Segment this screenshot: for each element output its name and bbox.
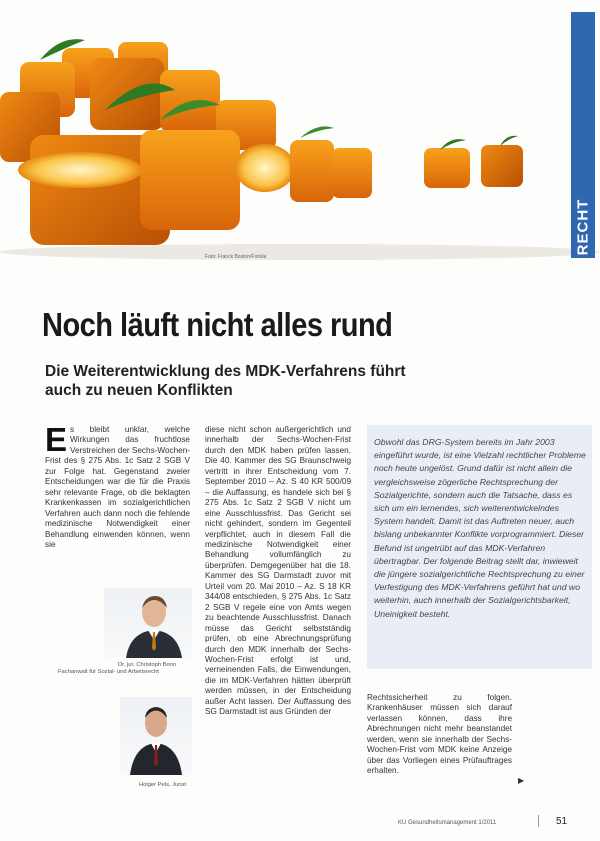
author-portrait-1 — [104, 588, 192, 658]
author-portrait-2 — [120, 697, 192, 775]
body-column-1 — [45, 421, 191, 550]
author-role-1: Fachanwalt für Sozial- und Arbeitsrecht — [58, 669, 159, 675]
page-number: 51 — [556, 816, 568, 827]
continue-arrow-icon: ▶ — [518, 776, 525, 785]
body-text-2: diese nicht schon außergerichtlich und innerhalb der Sechs-Wochen-Frist durch den MDK haben prüfen lassen. Die 40. Kammer des SG Braunschweig vertritt in ihrer Entscheidung vom 7. September 2010 – Az. S 40 KR 500/09 – die Auffassung, es handele sich bei § 275 Abs. 1c Satz 2 SGB V nicht um eine Ausschlussfrist. Das Gericht sei nicht gehindert, sondern im Gegenteil verpflichtet, auch in diesem Fall die medizinische Notwendigkeit einer Behandlung vollumfänglich zu überprüfen. Demgegenüber hat die 18. Kammer des SG Darmstadt zuvor mit Urteil vom 20. Mai 2010 – Az. S 18 KR 344/08 entschieden, § 275 Abs. 1c Satz 2 SGB V regele eine von Amts wegen zu beachtende Ausschlussfrist. Danach müsse das Gericht selbstständig prüfen, ob eine Abrechnungsprüfung durch den MDK innerhalb der Sechs-Wochen-Frist erfolgt ist und, verneinenden Falls, die Einwendungen, die im MDK-Verfahren hätten überprüft werden müssen, in der Entscheidung außer Acht lassen. Der Auffassung des SG Darmstadt ist aus Gründen der — [205, 425, 351, 717]
section-tab — [571, 12, 595, 258]
author-name-1: Dr. jur. Christoph Bonn — [118, 662, 177, 668]
footer-divider — [538, 815, 539, 827]
hero-photo — [0, 0, 600, 268]
footer-source: KU Gesundheitsmanagement 1/2011 — [398, 820, 497, 826]
author-name-2: Holger Pels, Jurist — [139, 782, 187, 788]
subheadline: Die Weiterentwicklung des MDK-Verfahrens führt auch zu neuen Konflikten — [45, 363, 406, 399]
body-text-1: s bleibt unklar, welche Wirkungen das fruchtlose Verstreichen der Sechs-Wochen-Frist des § 275 Abs. 1c Satz 2 SGB V zur Folge hat. Gegenstand zweier Entscheidungen war die für die Praxis sehr relevante Frage, ob die beklagten Krankenkassen im sozialgerichtlichen Verfahren auch dann noch die fehlende medizinische Notwendigkeit einer Behandlung einwenden können, wenn sie — [45, 425, 191, 549]
body-text-3: Rechtssicherheit zu folgen. Krankenhäuser müssen sich darauf verlassen können, dass ihre Abrechnungen nicht mehr beanstandet werden, wenn sie innerhalb der Sechs-Wochen-Frist vom MDK keine Anzeige über das Vorliegen eines Prüfauftrages erhalten. — [367, 693, 512, 776]
headline: Noch läuft nicht alles rund — [42, 306, 393, 343]
photo-credit: Foto: Franck Boston/Fotolia — [205, 254, 267, 260]
body-column-3 — [367, 693, 512, 777]
intro-text: Obwohl das DRG-System bereits im Jahr 2003 eingeführt wurde, ist eine Vielzahl rechtlicher Probleme noch heute ungelöst. Grund dafür ist nicht allein die vergleichsweise zögerliche Rechtsprechung der Sozialgerichte, sondern auch die Tatsache, dass es sich um ein lernendes, sich weiterentwickelndes System handelt. Damit ist das Auftreten neuer, auch bislang unbekannter Konflikte vorprogrammiert. Dieser Befund ist ungetrübt auf das MDK-Verfahren übertragbar. Der folgende Beitrag stellt dar, inwieweit die jüngere sozialgerichtliche Rechtsprechung zu einer Verfestigung des MDK-Verfahrens geführt hat und wo weiterhin, auch innerhalb der Sozialgerichtsbarkeit, Uneinigkeit besteht. — [374, 437, 586, 619]
body-column-2 — [205, 425, 351, 718]
section-label: RECHT — [574, 198, 592, 256]
drop-cap: E — [45, 421, 68, 458]
